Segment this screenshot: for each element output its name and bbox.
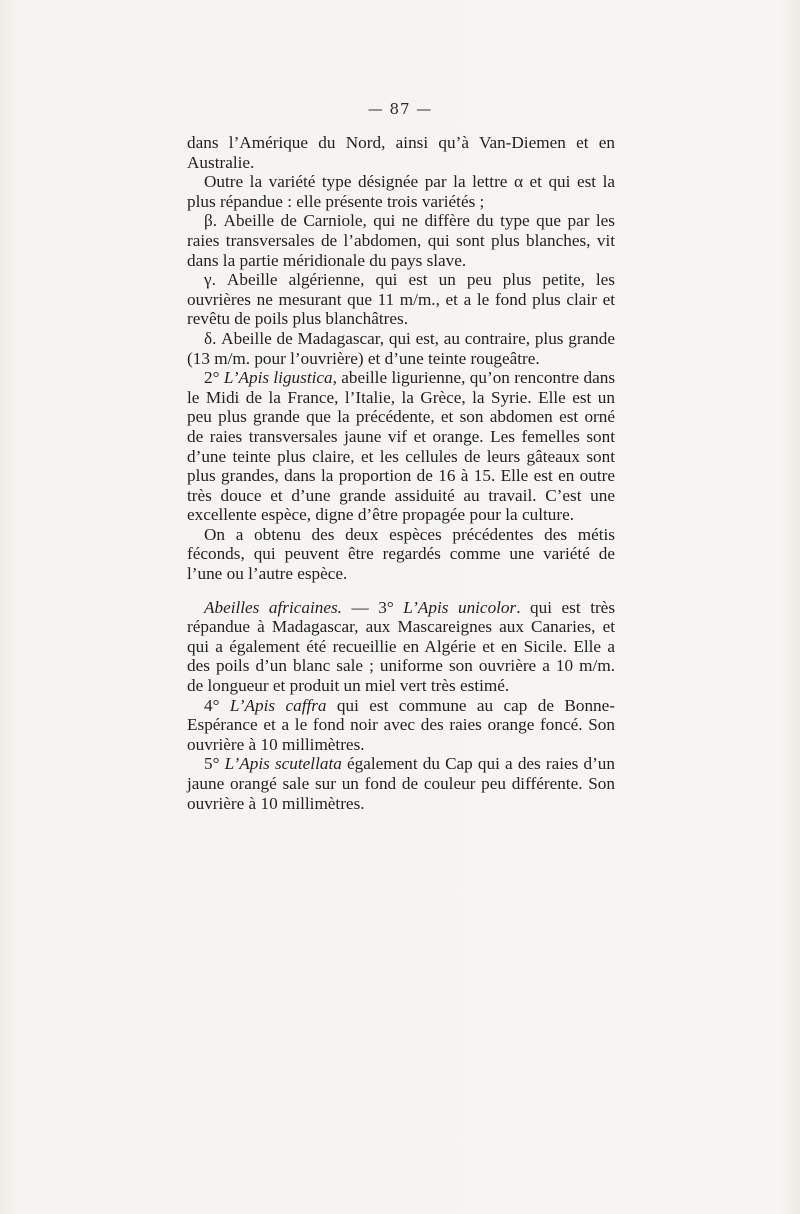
- page-number: — 87 —: [367, 100, 433, 118]
- body-text: [187, 133, 615, 813]
- paragraph-metis: On a obtenu des deux espèces précédentes des métis féconds, qui peuvent être regardés comme une variété de l’une ou l’autre espèce.: [187, 524, 615, 584]
- species-name: L’Apis scutellata: [224, 754, 342, 774]
- item-number: — 3°: [341, 597, 404, 617]
- paragraph-apis-unicolor: [187, 598, 615, 696]
- paragraph-variety-gamma: γ. Abeille algérienne, qui est un peu plus petite, les ouvrières ne mesurant que 11 m/m., et a le fond plus clair et revêtu de poils plus blanchâtres.: [187, 270, 615, 329]
- paragraph-2: Outre la variété type désignée par la lettre α et qui est la plus répandue : elle présente trois variétés ;: [187, 172, 615, 211]
- paragraph-text: . qui est très répandue à Madagascar, aux Mascareignes aux Canaries, et qui a également été recueillie en Algérie et en Sicile. Elle a des poils d’un blanc sale ; uniforme son ouvrière a 10 m/m. de longueur et produit un miel vert très estimé.: [187, 597, 616, 696]
- paragraph-variety-beta: β. Abeille de Carniole, qui ne diffère du type que par les raies transversales de l’abdomen, qui sont plus blanches, vit dans la partie méridionale du pays slave.: [187, 211, 615, 270]
- paragraph-apis-ligustica: [187, 368, 615, 525]
- paragraph-text: également du Cap qui a des raies d’un jaune orangé sale sur un fond de couleur peu différente. Son ouvrière à 10 millimètres.: [187, 754, 615, 813]
- species-name: L’Apis ligustica: [223, 368, 333, 388]
- paragraph-apis-scutellata: [187, 754, 615, 813]
- paragraph-1: dans l’Amérique du Nord, ainsi qu’à Van-Diemen et en Australie.: [187, 133, 615, 172]
- item-number: 2°: [204, 368, 224, 388]
- item-number: 4°: [204, 695, 230, 715]
- paragraph-variety-delta: δ. Abeille de Madagascar, qui est, au contraire, plus grande (13 m/m. pour l’ouvrière) et d’une teinte rougeâtre.: [187, 328, 615, 368]
- species-name: L’Apis caffra: [229, 695, 327, 715]
- paragraph-apis-caffra: [187, 696, 615, 755]
- species-name: L’Apis unicolor: [403, 597, 517, 617]
- section-heading: Abeilles africaines.: [204, 597, 342, 617]
- paragraph-text: qui est commune au cap de Bonne-Espérance et a le fond noir avec des raies orange foncé. Son ouvrière à 10 millimètres.: [187, 695, 616, 754]
- item-number: 5°: [204, 754, 225, 774]
- paragraph-text: , abeille ligurienne, qu’on rencontre dans le Midi de la France, l’Italie, la Grèce, la Syrie. Elle est un peu plus grande que la précédente, et son abdomen est orné de raies transversales jaune vif et orange. Les femelles sont d’une teinte plus claire, et les cellules de leurs gâteaux sont plus grandes, dans la proportion de 16 à 15. Elle est en outre très douce et d’une grande assiduité au travail. C’est une excellente espèce, digne d’être propagée pour la culture.: [187, 368, 616, 525]
